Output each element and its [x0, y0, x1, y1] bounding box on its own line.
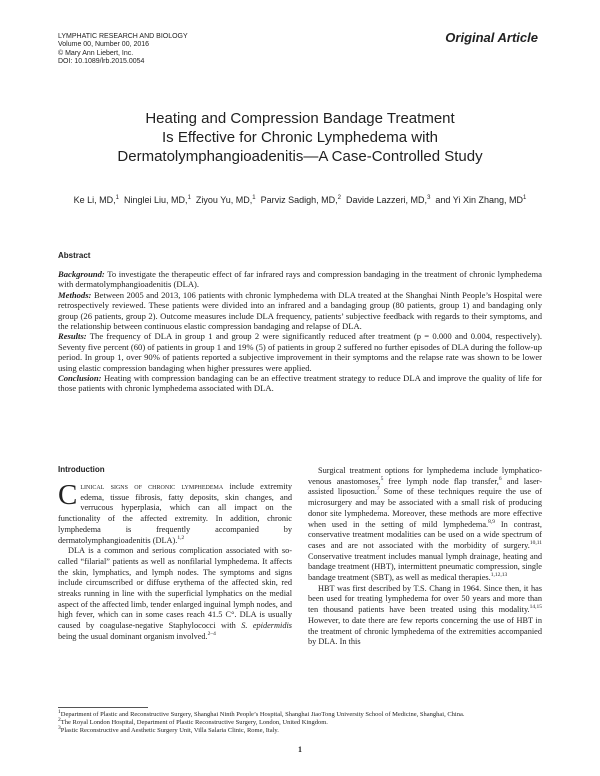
author-affiliation: 1	[115, 195, 120, 201]
author-affiliation: 1	[522, 195, 527, 201]
intro-paragraph-2	[58, 546, 292, 642]
author-name: Davide Lazzeri, MD,	[346, 195, 428, 205]
column-right	[308, 466, 542, 648]
conclusion-text: Heating with compression bandaging can be an effective treatment strategy to reduce DLA and improve the quality of life for those patients with chronic lymphedema associated with DLA.	[58, 373, 542, 394]
text-run: Some of these techniques require the use of microsurgery and may be associated with a small risk of producing donor site lymphedema. Moreover, these methods are more effective when used in the setting of mild lymphedema.	[308, 487, 542, 529]
intro-p2-text-end: being the usual dominant organism involved.	[58, 631, 208, 641]
journal-volume: Volume 00, Number 00, 2016	[58, 41, 150, 49]
journal-name: LYMPHATIC RESEARCH AND BIOLOGY	[58, 33, 188, 40]
intro-p2-text: DLA is a common and serious complication associated with so-called “filarial” patients as well as nonfilarial lymphedema. It affects the skin, lymphatics, and lymph nodes. The symptoms and signs include circumscribed or diffuse erythema of the affected skin, red streaks running in line with the superficial lymphatics on the medial aspect of the affected limb, tender enlarged inguinal lymph nodes, and high fever, which can in some cases reach 41.5 C°. DLA is usually caused by coagulase-negative Staphylococci with	[58, 546, 292, 631]
abstract-heading: Abstract	[58, 251, 91, 260]
intro-p1-text: include extremity edema, tissue fibrosis, fatty deposits, skin changes, and verrucous hyperplasia, which can all impact on the functionality of the affected extremity. In addition, chronic lymphedema is frequently accompanied by dermatolymphangioadenitis (DLA).	[58, 482, 292, 545]
citation: 6	[498, 475, 502, 482]
citation: 7	[376, 486, 380, 493]
intro-paragraph-4	[308, 584, 542, 648]
page-number: 1	[298, 745, 302, 754]
article-title	[0, 109, 600, 166]
column-left	[58, 479, 292, 643]
citation: 2–4	[207, 631, 216, 638]
article-type-badge: Original Article	[445, 30, 538, 45]
footnote-divider	[58, 707, 148, 708]
text-run: In contrast, conservative treatment modalities can be used on a wide spectrum of cases and are not associated with the morbidity of surgery.	[308, 519, 542, 550]
abstract-methods	[58, 290, 542, 332]
citation: 1,2	[177, 534, 185, 541]
results-text: The frequency of DLA in group 1 and group 2 were significantly reduced after treatment (p = 0.000 and 0.004, respectively). Seventy five percent (60) of patients in group 1 and 19% (5) of patients in group 2 suffered no further episodes of DLA during the follow-up period. In group 1, over 90% of patients reported a subjective improvement in their symptoms and the relapse rate was shown to be lower using elastic compression bandaging when higher pressures were applied.	[58, 331, 542, 373]
author-name: and Yi Xin Zhang, MD	[435, 195, 523, 205]
footnote-number: 3	[58, 725, 61, 732]
results-label: Results:	[58, 331, 87, 342]
methods-text: Between 2005 and 2013, 106 patients with chronic lymphedema with DLA treated at the Shanghai Ninth People’s Hospital were retrospectively reviewed. These patients were divided into an infrared and a bandaging group (80 patients, group 1) and bandaging only group (26 patients, group 2). Outcome measures include DLA frequency, patients’ subjective feedback with regards to their symptoms, and the relationship between continuous elastic compression bandaging and relapse of DLA.	[58, 289, 542, 332]
footnote-1	[58, 708, 542, 719]
text-run: and laser-assisted liposuction.	[308, 476, 543, 497]
text-run: However, to date there are few reports concerning the use of HBT in the treatment of chronic lymphedema of the extremities accompanied by DLA. In this	[308, 615, 542, 647]
background-text: To investigate the therapeutic effect of far infrared rays and compression bandaging in the treatment of chronic lymphedema with dermatolymphangioadenitis (DLA).	[58, 269, 542, 290]
intro-paragraph-1	[58, 479, 292, 546]
author-affiliation: 3	[427, 195, 431, 201]
title-line-1: Heating and Compression Bandage Treatment	[145, 110, 455, 127]
journal-info	[58, 33, 188, 67]
author-affiliation: 1	[252, 195, 256, 201]
author-name: Parviz Sadigh, MD,	[260, 195, 338, 205]
author-name: Ninglei Liu, MD,	[124, 195, 188, 205]
author-name: Ke Li, MD,	[73, 195, 116, 205]
journal-doi: DOI: 10.1089/lrb.2015.0054	[58, 58, 145, 66]
citation: 10,11	[529, 540, 542, 547]
text-run: Conservative treatment includes manual lymph drainage, heating and bandage treatment (HBT), intermittent pneumatic compression, single bandage treatment (SBT), as well as medical therapies.	[308, 551, 542, 583]
citation: 1,12,13	[490, 572, 508, 579]
title-line-2: Is Effective for Chronic Lymphedema with	[162, 129, 438, 146]
intro-heading: Introduction	[58, 465, 105, 474]
abstract-conclusion	[58, 373, 542, 394]
abstract-body	[58, 269, 542, 394]
citation: 14,15	[529, 604, 542, 611]
author-affiliation: 1	[187, 195, 191, 201]
intro-smallcaps: linical signs of chronic lymphedema	[80, 482, 224, 491]
footnote-number: 2	[58, 717, 61, 724]
author-list	[0, 195, 600, 205]
author-name: Ziyou Yu, MD,	[195, 195, 253, 205]
text-run: Surgical treatment options for lymphedema include lymphatico-venous anastomoses,	[308, 466, 542, 486]
footnotes	[58, 708, 542, 736]
drop-cap: C	[58, 479, 78, 511]
journal-copyright: © Mary Ann Liebert, Inc.	[58, 49, 134, 57]
author-affiliation: 2	[337, 195, 342, 201]
background-label: Background:	[58, 269, 105, 279]
abstract-results	[58, 331, 542, 373]
methods-label: Methods:	[58, 289, 92, 300]
text-run: free lymph node flap transfer,	[383, 476, 499, 486]
footnote-3	[58, 727, 542, 735]
footnote-text: Department of Plastic and Reconstructive Surgery, Shanghai Ninth People’s Hospital, Shanghai JiaoTong University School of Medicine, Shanghai, China.	[60, 711, 465, 718]
title-line-3: Dermatolymphangioadenitis—A Case-Controlled Study	[117, 148, 483, 165]
text-run: HBT was first described by T.S. Chang in 1964. Since then, it has been used for treating lymphedema for over 50 years and more than ten thousand patients have been treated using this modality.	[308, 583, 542, 615]
citation: 5	[380, 475, 384, 482]
footnote-text: The Royal London Hospital, Department of Plastic Reconstructive Surgery, London, United Kingdom.	[60, 719, 328, 727]
conclusion-label: Conclusion:	[58, 373, 102, 384]
citation: 8,9	[488, 518, 495, 525]
footnote-text: Plastic Reconstructive and Aesthetic Surgery Unit, Villa Salaria Clinic, Rome, Italy.	[60, 727, 279, 735]
species-name: S. epidermidis	[241, 621, 292, 631]
footnote-number: 1	[58, 708, 61, 715]
intro-paragraph-3	[308, 466, 542, 584]
abstract-background	[58, 269, 542, 290]
